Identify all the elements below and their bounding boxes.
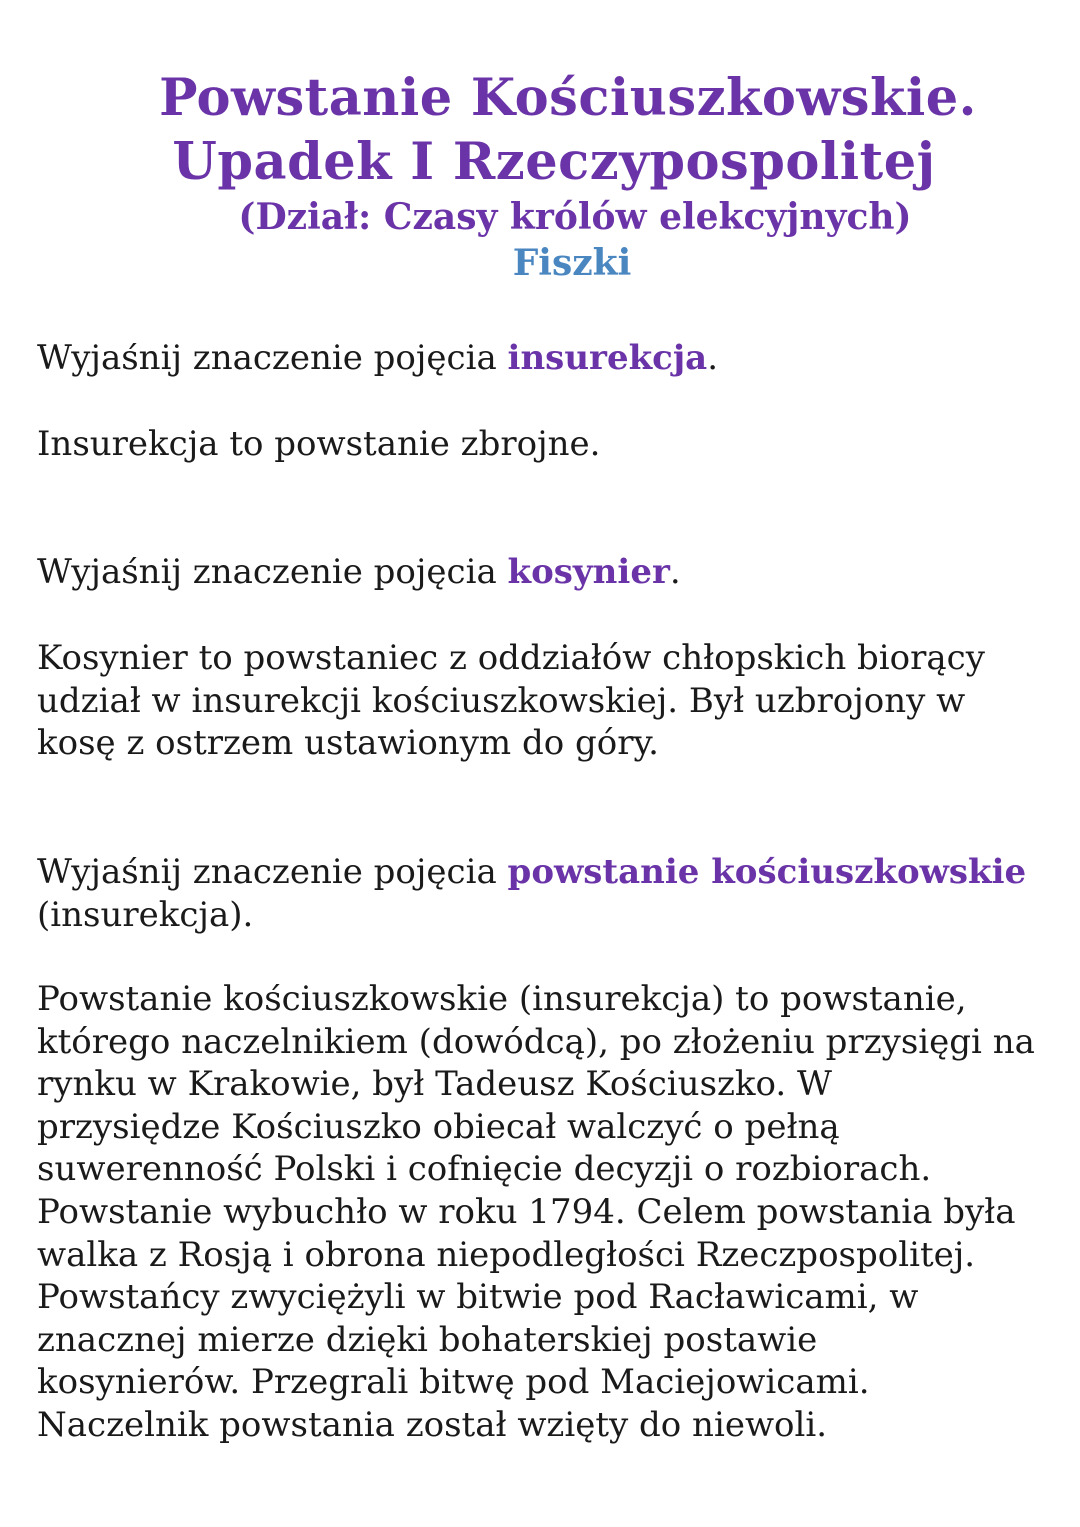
question-prefix: Wyjaśnij znaczenie pojęcia: [37, 338, 508, 378]
answer-line: znacznej mierze dzięki bohaterskiej postawie: [37, 1319, 818, 1360]
flashcards-label: Fiszki: [512, 242, 632, 284]
answer-line: Powstanie wybuchło w roku 1794. Celem powstania była: [37, 1191, 1016, 1232]
section-subtitle: (Dział: Czasy królów elekcyjnych): [238, 196, 912, 238]
answer-powstanie-kosciuszkowskie: [37, 978, 1057, 1447]
answer-line: suwerenność Polski i cofnięcie decyzji o rozbiorach.: [37, 1149, 932, 1190]
question-suffix: .: [669, 552, 681, 592]
answer-line: rynku w Krakowie, był Tadeusz Kościuszko. W: [37, 1064, 832, 1105]
answer-line: udział w insurekcji kościuszkowskiej. Był uzbrojony w: [37, 680, 966, 721]
answer-line: kosę z ostrzem ustawionym do góry.: [37, 723, 659, 764]
page-title: [0, 66, 1080, 194]
term-kosynier: kosynier: [507, 552, 670, 592]
answer-line: którego naczelnikiem (dowódcą), po złożeniu przysięgi na: [37, 1021, 1035, 1062]
answer-line: kosynierów. Przegrali bitwę pod Maciejowicami.: [37, 1362, 870, 1403]
question-suffix: (insurekcja).: [37, 894, 254, 935]
answer-line: Naczelnik powstania został wzięty do niewoli.: [37, 1404, 828, 1445]
question-suffix: .: [707, 338, 718, 378]
question-powstanie-kosciuszkowskie: [37, 851, 1057, 936]
question-line: [37, 851, 1057, 894]
answer-line: Powstanie kościuszkowskie (insurekcja) to powstanie,: [37, 979, 967, 1019]
title-line-1: Powstanie Kościuszkowskie.: [159, 68, 977, 128]
term-powstanie-kosciuszkowskie: powstanie kościuszkowskie: [507, 852, 1027, 892]
answer-line: Powstańcy zwyciężyli w bitwie pod Racławicami, w: [37, 1277, 919, 1318]
question-insurekcja: [37, 337, 1057, 380]
question-kosynier: [37, 551, 1057, 594]
answer-line: walka z Rosją i obrona niepodległości Rzeczpospolitej.: [37, 1234, 976, 1275]
answer-line: przysiędze Kościuszko obiecał walczyć o pełną: [37, 1106, 840, 1147]
answer-kosynier: [37, 637, 1057, 765]
answer-line: Insurekcja to powstanie zbrojne.: [37, 424, 601, 464]
question-prefix: Wyjaśnij znaczenie pojęcia: [37, 852, 508, 892]
answer-line: Kosynier to powstaniec z oddziałów chłopskich biorący: [37, 638, 985, 678]
page-header: [0, 66, 1080, 286]
term-insurekcja: insurekcja: [507, 338, 708, 378]
answer-insurekcja: [37, 423, 1057, 466]
title-line-2: Upadek I Rzeczypospolitej: [172, 132, 936, 192]
question-prefix: Wyjaśnij znaczenie pojęcia: [37, 552, 508, 592]
